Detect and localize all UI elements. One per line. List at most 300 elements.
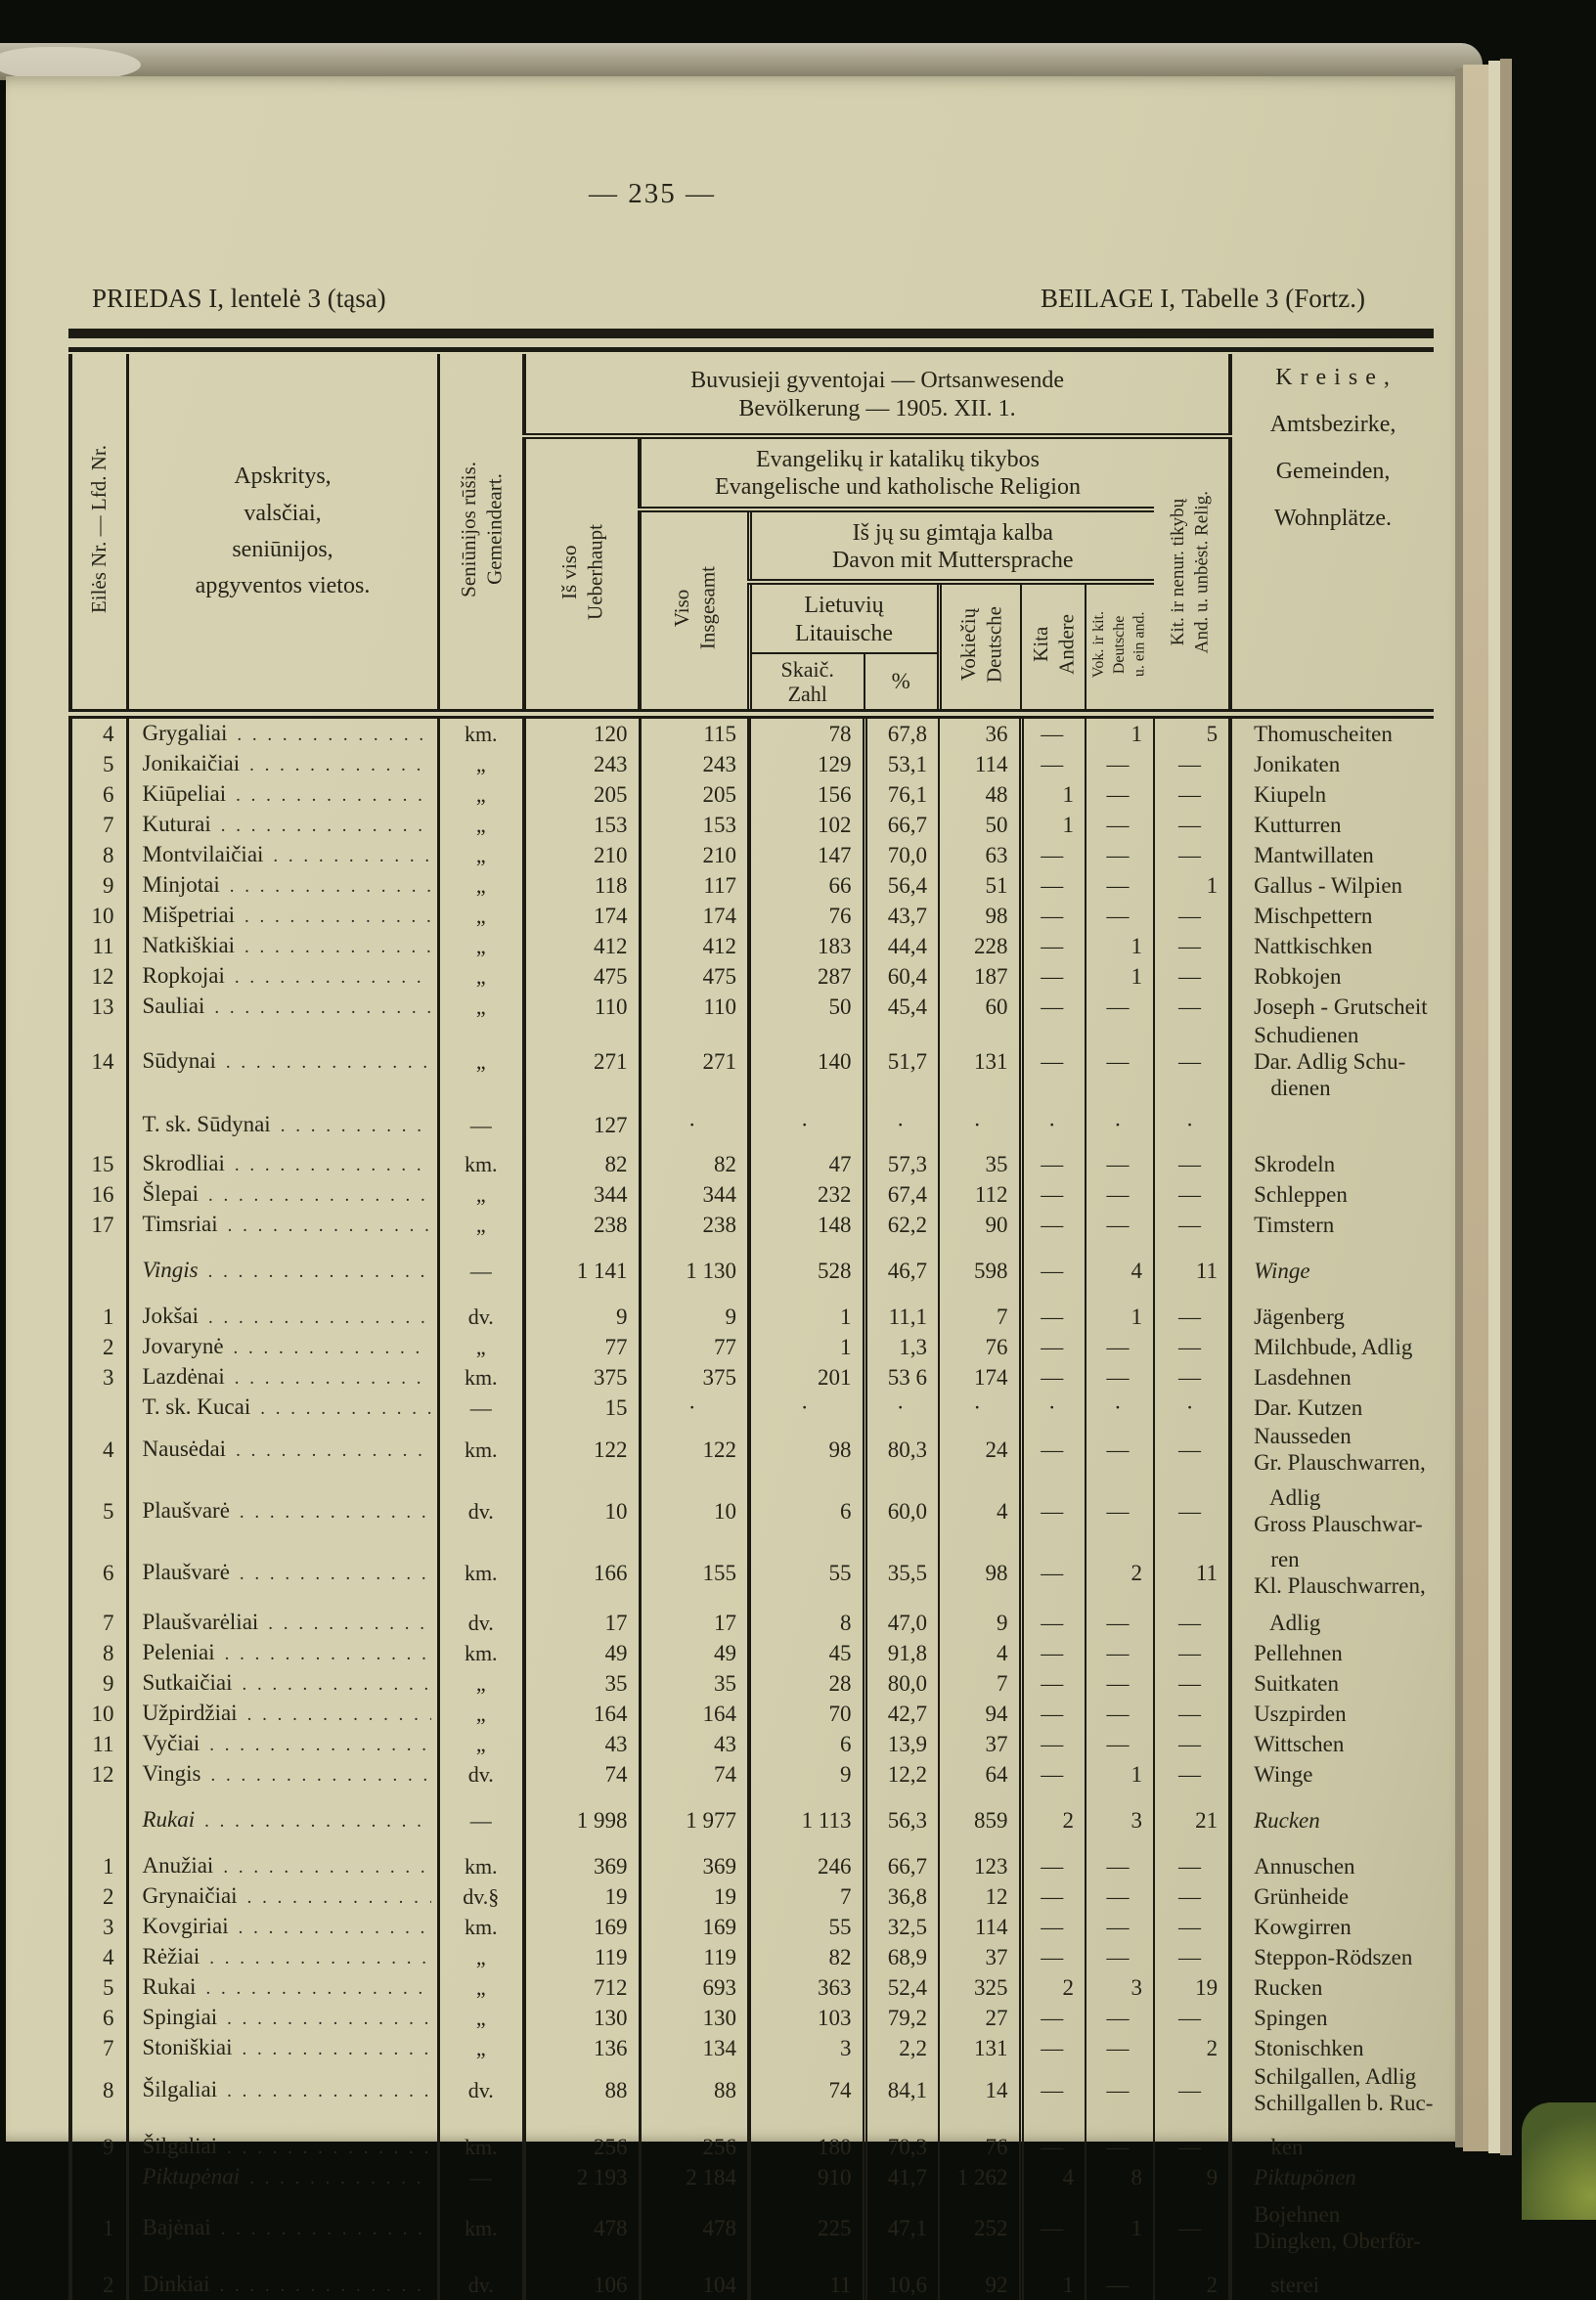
cell-kreise: [1230, 1759, 1434, 1790]
cell-vok-kit: —: [1086, 1179, 1154, 1210]
cell-liet-pct: 47,1: [864, 2192, 939, 2254]
cell-name: [127, 2254, 438, 2300]
place-name: Rėžiai: [142, 1944, 200, 1969]
cell-viso: 17: [640, 1599, 749, 1638]
cell-liet-skaic: 7: [749, 1881, 864, 1912]
cell-type: —: [438, 1240, 524, 1286]
cell-liet-pct: 53,1: [864, 749, 939, 779]
cell-kit-nenur: —: [1154, 1912, 1230, 1942]
cell-kit-nenur: —: [1154, 1286, 1230, 1332]
band-population-1905: [524, 354, 1230, 436]
cell-is-viso: 120: [524, 714, 640, 749]
dot-leader: [208, 1179, 431, 1210]
cell-is-viso: 256: [524, 2116, 640, 2162]
cell-kreise: [1230, 2116, 1434, 2162]
cell-nr: 1: [70, 2192, 127, 2254]
col-header-vok-ir-kit: [1086, 582, 1154, 714]
place-name: Montvilaičiai: [142, 842, 264, 867]
place-name: Sauliai: [142, 994, 205, 1019]
table-row: [70, 1101, 1434, 1140]
cell-liet-skaic: 103: [749, 2003, 864, 2033]
cell-is-viso: 153: [524, 810, 640, 840]
place-name: Vingis: [142, 1258, 199, 1283]
cell-vok-kit: —: [1086, 810, 1154, 840]
header-line: valsčiai,: [244, 500, 322, 526]
cell-kita: —: [1021, 714, 1086, 749]
cell-vok-kit: —: [1086, 870, 1154, 901]
cell-name: [127, 1140, 438, 1179]
cell-kita: —: [1021, 1210, 1086, 1240]
col-header-viso-insgesamt: [640, 509, 749, 715]
dot-leader: [223, 1851, 430, 1881]
cell-type: „: [438, 810, 524, 840]
cell-kita: —: [1021, 1881, 1086, 1912]
cell-vok-kit: —: [1086, 1836, 1154, 1881]
cell-kreise: [1230, 714, 1434, 749]
cell-liet-skaic: 66: [749, 870, 864, 901]
book-corner-cloth: [1522, 2102, 1596, 2220]
cell-vok-kit: —: [1086, 1210, 1154, 1240]
cell-vok-kit: 1: [1086, 2192, 1154, 2254]
table-row: [70, 1286, 1434, 1332]
cell-type: dv.§: [438, 1881, 524, 1912]
kreise-line: Rucken: [1254, 1808, 1320, 1834]
place-name: Anužiai: [142, 1853, 214, 1879]
cell-kita: ·: [1021, 1393, 1086, 1423]
cell-liet-pct: 35,5: [864, 1537, 939, 1599]
cell-vok: 7: [939, 1668, 1021, 1699]
cell-viso: 344: [640, 1179, 749, 1210]
cell-kit-nenur: 2: [1154, 2254, 1230, 2300]
place-name: Skrodliai: [142, 1151, 225, 1176]
cell-name: [127, 1942, 438, 1972]
cell-kit-nenur: 21: [1154, 1790, 1230, 1836]
cell-vok: 114: [939, 749, 1021, 779]
cell-name: [127, 901, 438, 931]
dot-leader: [244, 931, 430, 961]
cell-name: [127, 1972, 438, 2003]
kreise-line: Winge: [1254, 1259, 1310, 1284]
cell-type: —: [438, 2162, 524, 2192]
cell-is-viso: 15: [524, 1393, 640, 1423]
cell-liet-pct: 11,1: [864, 1286, 939, 1332]
cell-nr: 3: [70, 1912, 127, 1942]
cell-name: [127, 1668, 438, 1699]
cell-name: [127, 2063, 438, 2116]
cell-liet-skaic: 1: [749, 1286, 864, 1332]
kreise-line: Schudienen: [1254, 1023, 1359, 1048]
cell-kit-nenur: 1: [1154, 870, 1230, 901]
cell-vok: 12: [939, 1881, 1021, 1912]
cell-vok-kit: —: [1086, 2033, 1154, 2063]
cell-type: „: [438, 901, 524, 931]
cell-kita: —: [1021, 1912, 1086, 1942]
cell-kita: —: [1021, 1836, 1086, 1881]
cell-liet-pct: 67,4: [864, 1179, 939, 1210]
cell-nr: [70, 1240, 127, 1286]
header-line: Deutsche: [981, 606, 1005, 684]
cell-type: „: [438, 1972, 524, 2003]
kreise-line: Nattkischken: [1254, 934, 1373, 959]
header-line: And. u. unbėst. Relig.: [1192, 490, 1214, 653]
cell-name: [127, 840, 438, 870]
cell-is-viso: 136: [524, 2033, 640, 2063]
cell-liet-skaic: 102: [749, 810, 864, 840]
cell-is-viso: 119: [524, 1942, 640, 1972]
cell-viso: 130: [640, 2003, 749, 2033]
cell-is-viso: 369: [524, 1836, 640, 1881]
dot-leader: [237, 719, 430, 749]
cell-name: [127, 2116, 438, 2162]
cell-name: [127, 1729, 438, 1759]
cell-liet-skaic: 28: [749, 1668, 864, 1699]
cell-name: [127, 1393, 438, 1423]
cell-is-viso: 77: [524, 1332, 640, 1362]
cell-liet-pct: 51,7: [864, 1022, 939, 1101]
cell-liet-skaic: 82: [749, 1942, 864, 1972]
dot-leader: [235, 961, 431, 992]
cell-type: —: [438, 1101, 524, 1140]
cell-viso: 478: [640, 2192, 749, 2254]
cell-vok: 63: [939, 840, 1021, 870]
cell-kreise: [1230, 1140, 1434, 1179]
table-row: [70, 931, 1434, 961]
cell-kit-nenur: —: [1154, 749, 1230, 779]
cell-kit-nenur: —: [1154, 1881, 1230, 1912]
cell-liet-skaic: 1 113: [749, 1790, 864, 1836]
kreise-line: Gr. Plauschwarren,: [1254, 1450, 1426, 1476]
cell-kit-nenur: —: [1154, 1759, 1230, 1790]
place-name: Minjotai: [142, 872, 220, 898]
cell-liet-pct: 66,7: [864, 1836, 939, 1881]
header-line: Amtsbezirke,: [1269, 412, 1396, 437]
cell-viso: 115: [640, 714, 749, 749]
cell-kreise: [1230, 1423, 1434, 1476]
cell-viso: 82: [640, 1140, 749, 1179]
cell-is-viso: 412: [524, 931, 640, 961]
place-name: Vyčiai: [142, 1731, 200, 1756]
cell-liet-skaic: 6: [749, 1476, 864, 1537]
cell-kit-nenur: —: [1154, 1836, 1230, 1881]
cell-liet-pct: 91,8: [864, 1638, 939, 1668]
cell-kreise: [1230, 2003, 1434, 2033]
cell-is-viso: 9: [524, 1286, 640, 1332]
cell-liet-skaic: 225: [749, 2192, 864, 2254]
cell-type: „: [438, 840, 524, 870]
cell-kita: —: [1021, 2003, 1086, 2033]
cell-kita: 2: [1021, 1790, 1086, 1836]
cell-liet-pct: 68,9: [864, 1942, 939, 1972]
cell-kit-nenur: 9: [1154, 2162, 1230, 2192]
cell-nr: 5: [70, 1476, 127, 1537]
cell-type: —: [438, 1790, 524, 1836]
kreise-line: Lasdehnen: [1254, 1365, 1352, 1391]
cell-liet-pct: 36,8: [864, 1881, 939, 1912]
cell-vok-kit: —: [1086, 749, 1154, 779]
cell-nr: 8: [70, 2063, 127, 2116]
cell-kit-nenur: 2: [1154, 2033, 1230, 2063]
cell-kit-nenur: —: [1154, 2063, 1230, 2116]
cell-vok: 37: [939, 1729, 1021, 1759]
cell-kita: —: [1021, 1022, 1086, 1101]
dot-leader: [214, 992, 430, 1022]
cell-viso: 1 977: [640, 1790, 749, 1836]
header-line: Buvusieji gyventojai — Ortsanwesende: [690, 368, 1064, 394]
table-row: [70, 1022, 1434, 1101]
header-line: Kit. ir nenur. tikybų: [1168, 498, 1189, 645]
col-header-skaic-zahl: [749, 653, 864, 715]
dot-leader: [260, 1393, 430, 1423]
col-header-kit-nenur-tikybu: [1154, 436, 1230, 714]
cell-kita: —: [1021, 931, 1086, 961]
cell-liet-pct: 1,3: [864, 1332, 939, 1362]
cell-liet-skaic: 910: [749, 2162, 864, 2192]
cell-is-viso: 238: [524, 1210, 640, 1240]
cell-viso: 43: [640, 1729, 749, 1759]
cell-vok: 98: [939, 1537, 1021, 1599]
cell-name: [127, 992, 438, 1022]
cell-kreise: [1230, 1668, 1434, 1699]
cell-kita: —: [1021, 870, 1086, 901]
cell-kreise: [1230, 2254, 1434, 2300]
cell-vok: 14: [939, 2063, 1021, 2116]
cell-liet-pct: 57,3: [864, 1140, 939, 1179]
cell-kit-nenur: —: [1154, 1638, 1230, 1668]
cell-kreise: [1230, 810, 1434, 840]
cell-kreise: [1230, 1101, 1434, 1140]
cell-is-viso: 10: [524, 1476, 640, 1537]
cell-kita: —: [1021, 992, 1086, 1022]
col-header-is-viso: [524, 436, 640, 714]
cell-vok-kit: —: [1086, 1332, 1154, 1362]
cell-kreise: [1230, 749, 1434, 779]
cell-is-viso: 243: [524, 749, 640, 779]
header-line: apgyventos vietos.: [195, 572, 371, 598]
cell-name: [127, 1912, 438, 1942]
cell-vok: 131: [939, 2033, 1021, 2063]
cell-name: [127, 1699, 438, 1729]
cell-liet-skaic: 287: [749, 961, 864, 992]
cell-type: „: [438, 870, 524, 901]
cell-viso: 49: [640, 1638, 749, 1668]
cell-name: [127, 1210, 438, 1240]
kreise-line: Jägenberg: [1254, 1305, 1345, 1330]
cell-nr: 2: [70, 1332, 127, 1362]
header-line: Deutsche: [1111, 615, 1129, 675]
cell-vok-kit: 3: [1086, 1972, 1154, 2003]
cell-name: [127, 870, 438, 901]
cell-is-viso: 74: [524, 1759, 640, 1790]
cell-kita: —: [1021, 1759, 1086, 1790]
cell-vok-kit: 1: [1086, 931, 1154, 961]
cell-kreise: [1230, 992, 1434, 1022]
cell-kit-nenur: —: [1154, 1599, 1230, 1638]
cell-kita: —: [1021, 901, 1086, 931]
cell-nr: 6: [70, 1537, 127, 1599]
place-name: Sutkaičiai: [142, 1670, 233, 1696]
header-line: Bevölkerung — 1905. XII. 1.: [738, 395, 1016, 421]
kreise-line: ken: [1254, 2135, 1304, 2160]
cell-viso: 238: [640, 1210, 749, 1240]
kreise-line: Wittschen: [1254, 1732, 1345, 1757]
cell-liet-pct: 12,2: [864, 1759, 939, 1790]
cell-vok: 252: [939, 2192, 1021, 2254]
cell-type: km.: [438, 1537, 524, 1599]
col-header-lietuviu: [749, 582, 939, 653]
cell-kreise: [1230, 2192, 1434, 2254]
cell-vok: 9: [939, 1599, 1021, 1638]
kreise-line: Piktupönen: [1254, 2165, 1356, 2190]
table-row: [70, 961, 1434, 992]
cell-is-viso: 82: [524, 1140, 640, 1179]
place-name: Kovgiriai: [142, 1914, 229, 1939]
cell-kit-nenur: —: [1154, 1423, 1230, 1476]
cell-kita: —: [1021, 1240, 1086, 1286]
cell-nr: 14: [70, 1022, 127, 1101]
cell-kreise: [1230, 1476, 1434, 1537]
cell-is-viso: 210: [524, 840, 640, 870]
cell-name: [127, 2033, 438, 2063]
table-row: [70, 870, 1434, 901]
cell-kit-nenur: —: [1154, 901, 1230, 931]
cell-nr: 15: [70, 1140, 127, 1179]
cell-name: [127, 961, 438, 992]
cell-name: [127, 779, 438, 810]
cell-vok: 27: [939, 2003, 1021, 2033]
cell-kit-nenur: —: [1154, 1942, 1230, 1972]
cell-is-viso: 169: [524, 1912, 640, 1942]
cell-is-viso: 19: [524, 1881, 640, 1912]
cell-kit-nenur: —: [1154, 1022, 1230, 1101]
header-line: Gemeinden,: [1275, 459, 1391, 484]
cell-vok: 92: [939, 2254, 1021, 2300]
cell-is-viso: 17: [524, 1599, 640, 1638]
cell-viso: 153: [640, 810, 749, 840]
cell-kita: —: [1021, 961, 1086, 992]
cell-vok: 50: [939, 810, 1021, 840]
table-row: [70, 1240, 1434, 1286]
cell-is-viso: 166: [524, 1537, 640, 1599]
place-name: Mišpetriai: [142, 903, 236, 928]
cell-liet-pct: 76,1: [864, 779, 939, 810]
cell-is-viso: 127: [524, 1101, 640, 1140]
kreise-line: Uszpirden: [1254, 1702, 1347, 1727]
cell-type: km.: [438, 1362, 524, 1393]
cell-liet-skaic: 246: [749, 1836, 864, 1881]
dot-leader: [249, 749, 430, 779]
caption-left: PRIEDAS I, lentelė 3 (tąsa): [92, 284, 386, 313]
cell-type: dv.: [438, 2254, 524, 2300]
cell-nr: 4: [70, 1423, 127, 1476]
header-line: Vok. ir kit.: [1090, 611, 1108, 679]
kreise-line: Kowgirren: [1254, 1915, 1352, 1940]
cell-viso: 155: [640, 1537, 749, 1599]
cell-vok-kit: 2: [1086, 1537, 1154, 1599]
cell-kreise: [1230, 779, 1434, 810]
cell-type: „: [438, 1942, 524, 1972]
col-header-kita-andere: [1021, 582, 1086, 714]
cell-liet-skaic: 45: [749, 1638, 864, 1668]
cell-liet-skaic: 6: [749, 1729, 864, 1759]
cell-viso: 205: [640, 779, 749, 810]
cell-viso: 74: [640, 1759, 749, 1790]
dot-leader: [227, 2132, 430, 2162]
place-name: Užpirdžiai: [142, 1701, 238, 1726]
cell-liet-skaic: 76: [749, 901, 864, 931]
cell-vok-kit: —: [1086, 1638, 1154, 1668]
cell-type: „: [438, 1729, 524, 1759]
dot-leader: [227, 2075, 430, 2105]
cell-liet-pct: 41,7: [864, 2162, 939, 2192]
cell-vok-kit: 1: [1086, 1759, 1154, 1790]
cell-liet-skaic: 1: [749, 1332, 864, 1362]
table-row: [70, 1972, 1434, 2003]
col-header-seniunijos-rusis: [438, 354, 524, 714]
cell-name: [127, 1101, 438, 1140]
cell-liet-skaic: 47: [749, 1140, 864, 1179]
kreise-line: Thomuscheiten: [1254, 722, 1393, 747]
cell-viso: 134: [640, 2033, 749, 2063]
kreise-line: Kiupeln: [1254, 782, 1327, 808]
cell-viso: 169: [640, 1912, 749, 1942]
table-row: [70, 810, 1434, 840]
cell-is-viso: 49: [524, 1638, 640, 1668]
cell-kit-nenur: —: [1154, 2116, 1230, 2162]
cell-kit-nenur: —: [1154, 2003, 1230, 2033]
header-line: Viso: [669, 589, 693, 628]
cell-vok-kit: —: [1086, 779, 1154, 810]
table-row: [70, 1332, 1434, 1362]
cell-nr: [70, 1393, 127, 1423]
dot-leader: [240, 1558, 431, 1588]
place-name: Plaušvarėliai: [142, 1610, 259, 1635]
cell-name: [127, 1362, 438, 1393]
dot-leader: [228, 1210, 431, 1240]
cell-liet-skaic: 55: [749, 1537, 864, 1599]
kreise-line: sterei: [1254, 2273, 1320, 2298]
cell-type: „: [438, 961, 524, 992]
cell-nr: [70, 1101, 127, 1140]
kreise-line: Kl. Plauschwarren,: [1254, 1573, 1426, 1599]
cell-liet-pct: 80,3: [864, 1423, 939, 1476]
cell-liet-skaic: 50: [749, 992, 864, 1022]
cell-type: km.: [438, 2192, 524, 2254]
dot-leader: [227, 2003, 430, 2033]
cell-vok-kit: —: [1086, 1362, 1154, 1393]
cell-is-viso: 1 141: [524, 1240, 640, 1286]
table-row: [70, 1537, 1434, 1599]
table-row: [70, 1759, 1434, 1790]
dot-leader: [247, 1699, 431, 1729]
table-row: [70, 1140, 1434, 1179]
cell-kita: —: [1021, 749, 1086, 779]
cell-liet-pct: ·: [864, 1101, 939, 1140]
cell-liet-skaic: 147: [749, 840, 864, 870]
table-row: [70, 2063, 1434, 2116]
cell-kreise: [1230, 1912, 1434, 1942]
cell-viso: 122: [640, 1423, 749, 1476]
cell-vok-kit: ·: [1086, 1393, 1154, 1423]
cell-vok: 76: [939, 1332, 1021, 1362]
place-name: Jovarynė: [142, 1334, 224, 1359]
cell-kreise: [1230, 1729, 1434, 1759]
cell-liet-skaic: 528: [749, 1240, 864, 1286]
cell-kit-nenur: —: [1154, 2192, 1230, 2254]
cell-liet-skaic: 201: [749, 1362, 864, 1393]
cell-vok: 123: [939, 1836, 1021, 1881]
census-table: [68, 354, 1434, 2300]
dot-leader: [210, 1759, 430, 1790]
